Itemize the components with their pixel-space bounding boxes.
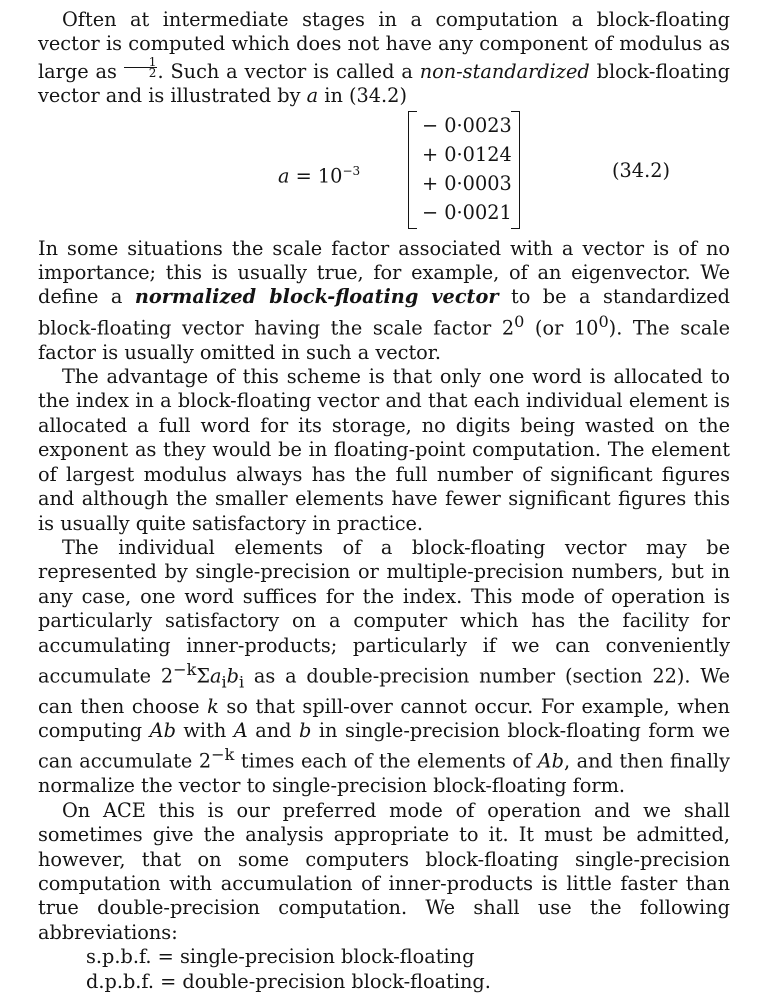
para2-text-c: (or 10: [524, 316, 599, 340]
para4-text-b: as a double-precision number (section 22). We can then choose: [38, 664, 730, 718]
para4-exponent-1: −k: [173, 659, 197, 679]
para4-text-a: The individual elements of a block-floating vector may be represented by single-precision or multiple-precision numbers, but in any case, one word suffices for the index. This mode of operation is particularly satisfactory on a computer which has the facility for accumulating inner-products; particularly if we can conveniently accumulate 2: [38, 535, 730, 688]
var-b-i: b: [226, 664, 239, 688]
vector-element: − 0·0023: [422, 113, 512, 137]
var-k: k: [207, 694, 219, 718]
vector-element: − 0·0021: [422, 200, 512, 224]
abbreviation-dpbf: d.p.b.f. = double-precision block-floating.: [86, 969, 491, 993]
equation-lhs: [278, 159, 360, 189]
var-a-i: a: [209, 664, 222, 688]
column-vector: [408, 111, 520, 229]
var-Ab: Ab: [149, 719, 176, 743]
para2-text-b: to be a standardized block-floating vector having the scale factor 2: [38, 285, 730, 340]
para2-superscript-1: 0: [514, 311, 525, 331]
left-bracket: [408, 111, 417, 229]
para4-text-e: and: [247, 719, 299, 743]
para4-text-g: times each of the elements of: [234, 749, 538, 773]
subscript-i: i: [238, 672, 245, 692]
paragraph-advantage: The advantage of this scheme is that only one word is allocated to the index in a block-floating vector and that each individual element is allocated a full word for its storage, no digits being wasted on the exponent as they would be in floating-point computation. The element of largest modulus always has the full number of significant figures and although the smaller elements have fewer significant figures this is usually quite satisfactory in practice.: [38, 365, 730, 535]
para4-text-d: with: [175, 719, 234, 743]
para2-text-d: ). The scale factor is usually omitted in such a vector.: [38, 316, 730, 364]
sigma-symbol: Σ: [196, 664, 210, 688]
paragraph-intro: [38, 8, 730, 109]
para4-text-f: in single-precision block-floating form we can accumulate 2: [38, 719, 730, 773]
term-non-standardized: non-standardized: [419, 59, 590, 83]
equation-34-2: [38, 109, 730, 237]
fraction-numerator: 1: [124, 57, 158, 68]
paragraph-individual-elements: [38, 536, 730, 799]
paragraph-normalized: [38, 237, 730, 365]
paragraph-ace: On ACE this is our preferred mode of operation and we shall sometimes give the analysis appropriate to it. It must be admitted, however, that on some computers block-floating single-precision computation with accumulation of inner-products is little faster than true double-precision computation. We shall use the following abbreviations:: [38, 798, 730, 944]
intro-text-1: Often at intermediate stages in a computation a block-floating vector is computed which does not have any component of modulus as large as: [38, 8, 730, 83]
equation-equals-scale: = 10: [289, 164, 343, 188]
term-normalized-block-floating-vector: normalized block-floating vector: [134, 285, 499, 309]
vector-element: + 0·0124: [422, 142, 512, 166]
equation-exponent: −3: [342, 163, 361, 178]
intro-text-4: in (34.2): [318, 84, 407, 108]
para4-text-c: so that spill-over cannot occur. For example, when computing: [38, 694, 730, 743]
vector-element: + 0·0003: [422, 171, 512, 195]
equation-number: (34.2): [612, 158, 670, 182]
para2-text-a: In some situations the scale factor associated with a vector is of no importance; this is usually true, for example, of an eigenvector. We define a: [38, 236, 730, 309]
one-half-fraction: [124, 54, 158, 80]
para4-text-h: , and then finally normalize the vector to single-precision block-floating form.: [38, 749, 730, 798]
intro-text-3: block-floating vector and is illustrated by: [38, 59, 731, 108]
subscript-i: i: [221, 672, 227, 692]
var-A: A: [233, 719, 248, 743]
para2-superscript-2: 0: [598, 311, 609, 331]
var-b: b: [299, 719, 312, 743]
fraction-denominator: 2: [148, 65, 157, 80]
equation-var-a: a: [278, 164, 290, 188]
abbreviation-spbf: s.p.b.f. = single-precision block-floating: [86, 945, 475, 969]
intro-text-2: . Such a vector is called a: [157, 59, 420, 83]
var-Ab: Ab: [537, 749, 564, 773]
var-a: a: [306, 84, 319, 108]
para4-exponent-2: −k: [211, 745, 235, 765]
